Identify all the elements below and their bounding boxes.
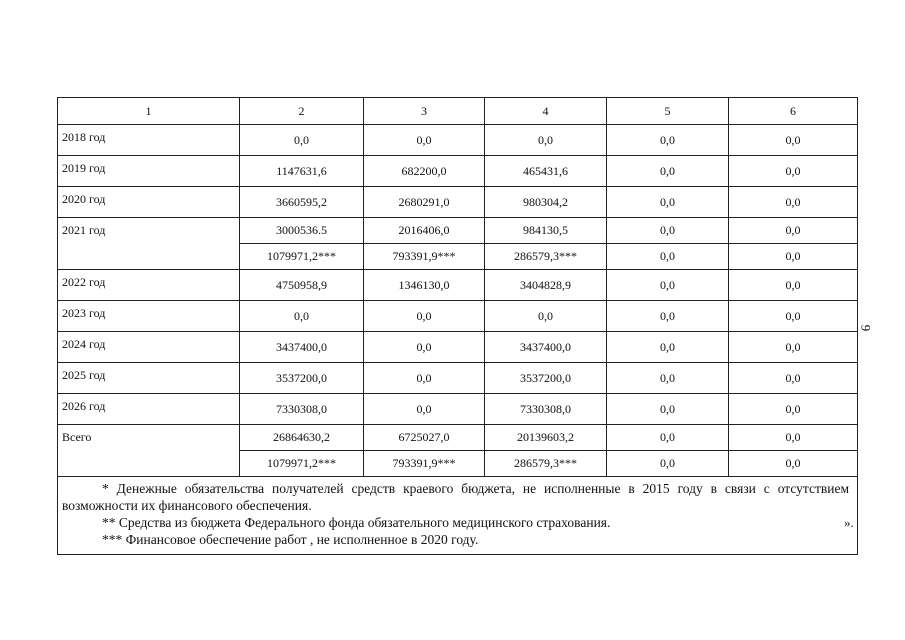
table-cell: 2680291,0: [364, 187, 485, 218]
row-label: 2022 год: [58, 270, 240, 301]
financing-table: [57, 97, 858, 555]
table-cell: 793391,9***: [364, 244, 485, 270]
table-row: [58, 218, 858, 244]
table-cell: 0,0: [240, 301, 364, 332]
footnote: *** Финансовое обеспечение работ , не исполненное в 2020 году.: [102, 532, 479, 547]
table-cell: 682200,0: [364, 156, 485, 187]
table-cell: 0,0: [485, 301, 607, 332]
table-cell: 0,0: [729, 394, 858, 425]
row-label: 2019 год: [58, 156, 240, 187]
table-cell: 3404828,9: [485, 270, 607, 301]
table-cell: 0,0: [485, 125, 607, 156]
table-cell: 1079971,2***: [240, 451, 364, 477]
table-cell: 3437400,0: [485, 332, 607, 363]
table-cell: 3537200,0: [240, 363, 364, 394]
table-cell: 465431,6: [485, 156, 607, 187]
row-label: 2026 год: [58, 394, 240, 425]
table-cell: 286579,3***: [485, 244, 607, 270]
row-label: 2025 год: [58, 363, 240, 394]
table-row: [58, 301, 858, 332]
table-cell: 3000536.5: [240, 218, 364, 244]
column-header: 6: [729, 98, 858, 125]
table-cell: 1147631,6: [240, 156, 364, 187]
table-cell: 0,0: [240, 125, 364, 156]
table-cell: 0,0: [607, 394, 729, 425]
table-cell: 4750958,9: [240, 270, 364, 301]
table-cell: 0,0: [607, 187, 729, 218]
table-cell: 286579,3***: [485, 451, 607, 477]
table-cell: 0,0: [607, 451, 729, 477]
footnote: ** Средства из бюджета Федерального фонда обязательного медицинского страхования.: [102, 515, 611, 530]
table-cell: 980304,2: [485, 187, 607, 218]
table-cell: 0,0: [607, 125, 729, 156]
table-cell: 0,0: [364, 394, 485, 425]
table-cell: 0,0: [364, 363, 485, 394]
table-cell: 0,0: [729, 301, 858, 332]
table-cell: 0,0: [729, 270, 858, 301]
table-cell: 20139603,2: [485, 425, 607, 451]
table-row: [58, 394, 858, 425]
table-cell: 1346130,0: [364, 270, 485, 301]
table-cell: 7330308,0: [240, 394, 364, 425]
row-label: 2024 год: [58, 332, 240, 363]
table-cell: 0,0: [729, 187, 858, 218]
table-header-row: [58, 98, 858, 125]
table-cell: 0,0: [729, 451, 858, 477]
table-cell: 0,0: [607, 156, 729, 187]
column-header: 1: [58, 98, 240, 125]
row-label: 2023 год: [58, 301, 240, 332]
table-cell: 0,0: [729, 156, 858, 187]
footnotes: [58, 477, 858, 555]
table-cell: 0,0: [729, 218, 858, 244]
table-row: [58, 125, 858, 156]
notes-row: [58, 477, 858, 555]
table-cell: 0,0: [607, 218, 729, 244]
table-cell: 0,0: [607, 244, 729, 270]
row-label: 2021 год: [58, 218, 240, 270]
table-cell: 0,0: [607, 301, 729, 332]
table-row: [58, 332, 858, 363]
table-cell: 793391,9***: [364, 451, 485, 477]
table-cell: 3537200,0: [485, 363, 607, 394]
table-cell: 0,0: [729, 332, 858, 363]
footnote: * Денежные обязательства получателей средств краевого бюджета, не исполненные в 2015 году в связи с отсутствием возможности их финансового обеспечения.: [62, 481, 849, 513]
table-row: [58, 363, 858, 394]
table-cell: 0,0: [729, 425, 858, 451]
table-row: [58, 425, 858, 451]
page-number: 9: [858, 324, 874, 332]
column-header: 5: [607, 98, 729, 125]
row-label: Всего: [58, 425, 240, 477]
table-cell: 3660595,2: [240, 187, 364, 218]
table-cell: 1079971,2***: [240, 244, 364, 270]
row-label: 2020 год: [58, 187, 240, 218]
table-cell: 3437400,0: [240, 332, 364, 363]
column-header: 4: [485, 98, 607, 125]
table-cell: 0,0: [364, 301, 485, 332]
table-cell: 0,0: [729, 244, 858, 270]
table-cell: 2016406,0: [364, 218, 485, 244]
row-label: 2018 год: [58, 125, 240, 156]
table-cell: 26864630,2: [240, 425, 364, 451]
table-cell: 984130,5: [485, 218, 607, 244]
table-cell: 0,0: [364, 332, 485, 363]
table-cell: 7330308,0: [485, 394, 607, 425]
table-row: [58, 187, 858, 218]
table-cell: 0,0: [607, 425, 729, 451]
table-row: [58, 270, 858, 301]
table-cell: 0,0: [607, 270, 729, 301]
table-cell: 0,0: [607, 363, 729, 394]
table-cell: 6725027,0: [364, 425, 485, 451]
table-row: [58, 156, 858, 187]
column-header: 3: [364, 98, 485, 125]
table-cell: 0,0: [729, 363, 858, 394]
table-cell: 0,0: [364, 125, 485, 156]
closing-quote-mark: ».: [844, 515, 854, 530]
table-cell: 0,0: [729, 125, 858, 156]
column-header: 2: [240, 98, 364, 125]
table-cell: 0,0: [607, 332, 729, 363]
